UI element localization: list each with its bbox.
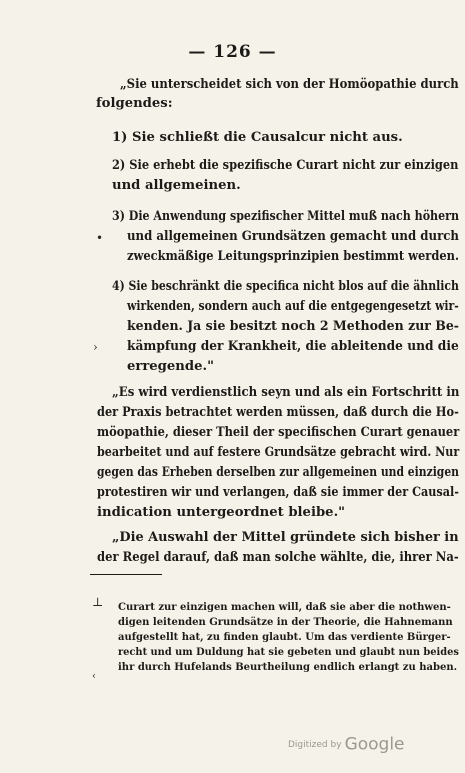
google-logo: Google bbox=[344, 734, 405, 755]
text-line: 2) Sie erhebt die spezifische Curart nicht zur einzigen bbox=[112, 158, 459, 173]
text-line: erregende." bbox=[127, 359, 214, 374]
footnote-line: Curart zur einzigen machen will, daß sie aber die nothwen- bbox=[118, 602, 451, 613]
text-line: 3) Die Anwendung spezifischer Mittel muß nach höhern bbox=[112, 209, 459, 224]
text-line: möopathie, dieser Theil der specifischen Curart genauer bbox=[97, 425, 460, 440]
margin-mark: ‹ bbox=[92, 671, 96, 682]
text-line: zweckmäßige Leitungsprinzipien bestimmt werden. bbox=[127, 249, 459, 264]
text-line: indication untergeordnet bleibe." bbox=[97, 505, 346, 520]
text-line: und allgemeinen. bbox=[112, 178, 241, 193]
text-line: gegen das Erheben derselben zur allgemeinen und einzigen bbox=[97, 465, 460, 480]
footnote-rule bbox=[90, 574, 162, 575]
text-line: folgendes: bbox=[96, 96, 173, 111]
page-number: — 126 — bbox=[188, 42, 277, 62]
footnote-line: ihr durch Hufelands Beurtheilung endlich erlangt zu haben. bbox=[118, 662, 458, 673]
text-line: wirkenden, sondern auch auf die entgegengesetzt wir- bbox=[127, 299, 459, 314]
footnote-line: aufgestellt hat, zu finden glaubt. Um das verdiente Bürger- bbox=[118, 632, 451, 643]
digitized-by-google-watermark bbox=[288, 734, 405, 755]
text-line: „Es wird verdienstlich seyn und als ein Fortschritt in bbox=[112, 385, 460, 400]
text-line: bearbeitet und auf festere Grundsätze gebracht wird. Nur bbox=[97, 445, 460, 460]
footnote-mark: ⊥ bbox=[92, 595, 104, 609]
text-line: der Praxis betrachtet werden müssen, daß durch die Ho- bbox=[97, 405, 459, 420]
digitized-by-label: Digitized by bbox=[288, 739, 342, 750]
margin-bracket-mark: › bbox=[93, 340, 98, 354]
footnote-line: recht und um Duldung hat sie gebeten und glaubt nun beides bbox=[118, 647, 459, 658]
margin-dot-mark: • bbox=[96, 231, 104, 245]
text-line: „Die Auswahl der Mittel gründete sich bisher in bbox=[112, 530, 459, 545]
text-line: „Sie unterscheidet sich von der Homöopathie durch bbox=[120, 77, 459, 92]
text-line: kämpfung der Krankheit, die ableitende und die bbox=[127, 339, 459, 354]
text-line: 1) Sie schließt die Causalcur nicht aus. bbox=[112, 130, 403, 145]
text-line: und allgemeinen Grundsätzen gemacht und durch bbox=[127, 229, 459, 244]
text-line: kenden. Ja sie besitzt noch 2 Methoden zur Be- bbox=[127, 319, 460, 334]
footnote-line: digen leitenden Grundsätze in der Theorie, die Hahnemann bbox=[118, 617, 453, 628]
text-line: 4) Sie beschränkt die specifica nicht blos auf die ähnlich bbox=[112, 279, 459, 294]
text-line: der Regel darauf, daß man solche wählte, die, ihrer Na- bbox=[97, 550, 459, 565]
text-line: protestiren wir und verlangen, daß sie immer der Causal- bbox=[97, 485, 459, 500]
